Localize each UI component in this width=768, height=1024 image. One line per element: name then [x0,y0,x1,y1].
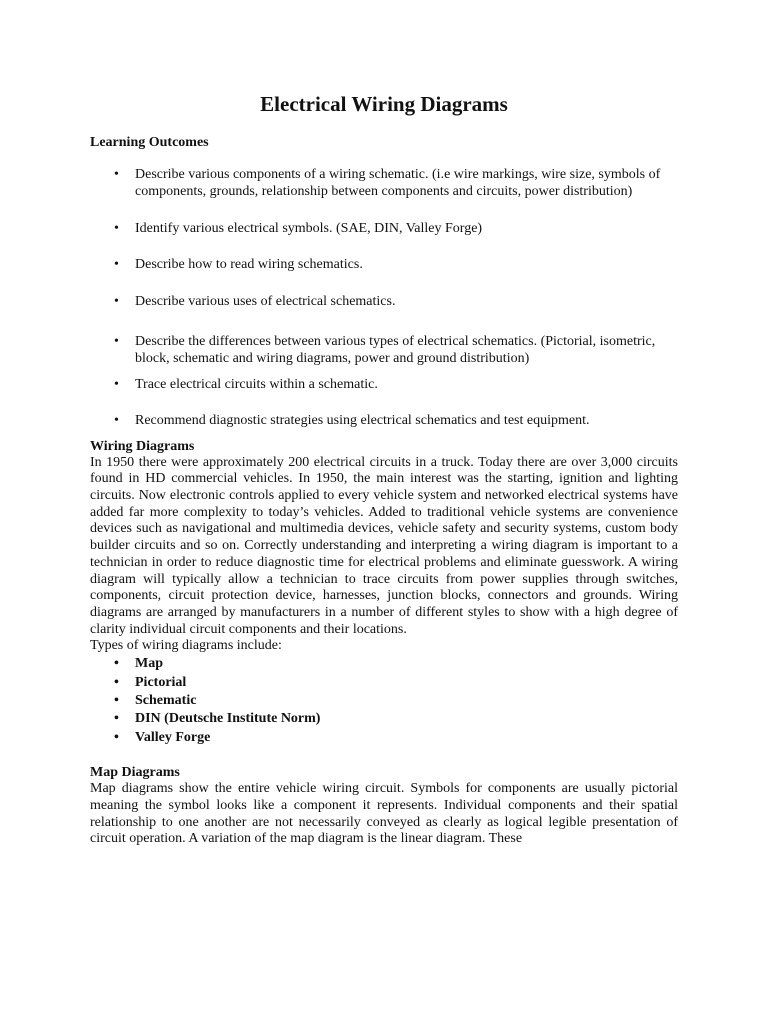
learning-outcome-item: • Describe various components of a wiring schematic. (i.e wire markings, wire size, symbols of components, grounds, relationship between components and circuits, power distribution) [90,166,678,201]
learning-outcome-item: • Trace electrical circuits within a schematic. [90,376,678,393]
learning-outcome-item: • Describe various uses of electrical schematics. [90,293,678,310]
learning-outcome-item: • Identify various electrical symbols. (SAE, DIN, Valley Forge) [90,220,678,237]
wiring-type-item: • DIN (Deutsche Institute Norm) [90,710,678,728]
wiring-types-list [90,655,678,747]
wiring-type-item: • Valley Forge [90,729,678,747]
learning-outcomes-heading: Learning Outcomes [90,135,209,150]
map-diagrams-heading: Map Diagrams [90,765,180,781]
learning-outcomes-list [90,166,678,430]
map-diagrams-paragraph: Map diagrams show the entire vehicle wiring circuit. Symbols for components are usually pictorial meaning the symbol looks like a component it represents. Individual components and their spatial relationship to one another are not necessarily conveyed as clearly as logical legible presentation of circuit operation. A variation of the map diagram is the linear diagram. These [90,781,678,847]
wiring-diagrams-paragraph: In 1950 there were approximately 200 electrical circuits in a truck. Today there are over 3,000 circuits found in HD commercial vehicles. In 1950, the main interest was the starting, ignition and lighting circuits. Now electronic controls applied to every vehicle system and networked electrical systems have added far more complexity to today’s vehicles. Added to traditional vehicle systems are convenience devices such as navigational and multimedia devices, vehicle safety and security systems, custom body builder circuits and so on. Correctly understanding and interpreting a wiring diagram is important to a technician in order to reduce diagnostic time for electrical problems and eliminate guesswork. A wiring diagram will typically allow a technician to trace circuits from power supplies through switches, components, circuit protection device, harnesses, junction blocks, connectors and grounds. Wiring diagrams are arranged by manufacturers in a number of different styles to show with a high degree of clarity individual circuit components and their locations. [90,454,678,637]
wiring-type-item: • Pictorial [90,674,678,692]
wiring-diagrams-heading: Wiring Diagrams [90,438,195,454]
learning-outcome-item: • Describe the differences between various types of electrical schematics. (Pictorial, isometric, block, schematic and wiring diagrams, power and ground distribution) [90,333,678,368]
wiring-types-intro: Types of wiring diagrams include: [90,638,282,654]
learning-outcome-item: • Describe how to read wiring schematics. [90,256,678,273]
document-content [90,92,678,848]
wiring-type-item: • Map [90,655,678,673]
wiring-type-item: • Schematic [90,692,678,710]
document-title: Electrical Wiring Diagrams [260,92,508,116]
learning-outcome-item: • Recommend diagnostic strategies using electrical schematics and test equipment. [90,412,678,429]
